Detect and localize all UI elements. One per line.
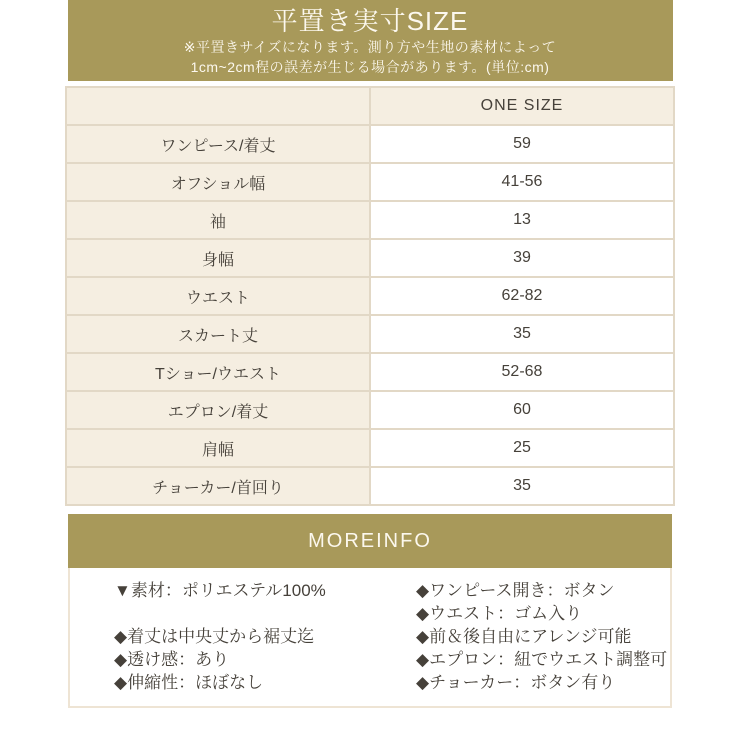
table-header-row (66, 87, 674, 125)
details-column-right (416, 579, 667, 694)
detail-item: ◆着丈は中央丈から裾丈迄 (114, 627, 315, 646)
table-row (66, 315, 674, 353)
table-row (66, 239, 674, 277)
detail-item: ◆チョーカー：ボタン有り (416, 673, 616, 692)
detail-item: ▼素材：ポリエステル100% (114, 581, 326, 600)
measurement-value: 13 (370, 201, 674, 239)
size-header (68, 0, 673, 81)
table-row (66, 277, 674, 315)
measurement-value: 35 (370, 467, 674, 505)
details-column-left (114, 579, 416, 694)
measurement-label: 袖 (66, 201, 370, 239)
measurement-label: Tショー/ウエスト (66, 353, 370, 391)
measurement-value: 35 (370, 315, 674, 353)
moreinfo-banner (68, 514, 672, 568)
page-title: 平置き実寸SIZE (271, 6, 469, 36)
moreinfo-title: MOREINFO (308, 530, 432, 552)
measurement-value: 60 (370, 391, 674, 429)
measurement-label: スカート丈 (66, 315, 370, 353)
measurement-value: 52-68 (370, 353, 674, 391)
size-note-line2: 1cm~2cm程の誤差が生じる場合があります。(単位:cm) (190, 59, 550, 75)
size-note-line1: ※平置きサイズになります。測り方や生地の素材によって (183, 39, 557, 55)
measurement-label: ウエスト (66, 277, 370, 315)
detail-item: ◆ワンピース開き：ボタン (416, 581, 615, 600)
one-size-column-header: ONE SIZE (370, 87, 674, 125)
measurement-label: エプロン/着丈 (66, 391, 370, 429)
details-box (68, 568, 672, 708)
corner-cell (66, 87, 370, 125)
measurement-label: ワンピース/着丈 (66, 125, 370, 163)
table-row (66, 125, 674, 163)
measurement-value: 59 (370, 125, 674, 163)
table-row (66, 163, 674, 201)
table-row (66, 391, 674, 429)
table-row (66, 429, 674, 467)
detail-item: ◆ウエスト：ゴム入り (416, 604, 583, 623)
size-table-body (66, 125, 674, 505)
detail-item (114, 602, 416, 625)
table-row (66, 467, 674, 505)
measurement-value: 39 (370, 239, 674, 277)
detail-item: ◆前＆後自由にアレンジ可能 (416, 627, 632, 646)
detail-item: ◆エプロン：紐でウエスト調整可 (416, 650, 668, 669)
table-row (66, 201, 674, 239)
measurement-value: 62-82 (370, 277, 674, 315)
detail-item: ◆伸縮性：ほぼなし (114, 673, 264, 692)
size-table (65, 86, 675, 506)
measurement-label: 肩幅 (66, 429, 370, 467)
measurement-label: オフショル幅 (66, 163, 370, 201)
measurement-value: 25 (370, 429, 674, 467)
measurement-value: 41-56 (370, 163, 674, 201)
measurement-label: チョーカー/首回り (66, 467, 370, 505)
detail-item: ◆透け感：あり (114, 650, 230, 669)
table-row (66, 353, 674, 391)
measurement-label: 身幅 (66, 239, 370, 277)
